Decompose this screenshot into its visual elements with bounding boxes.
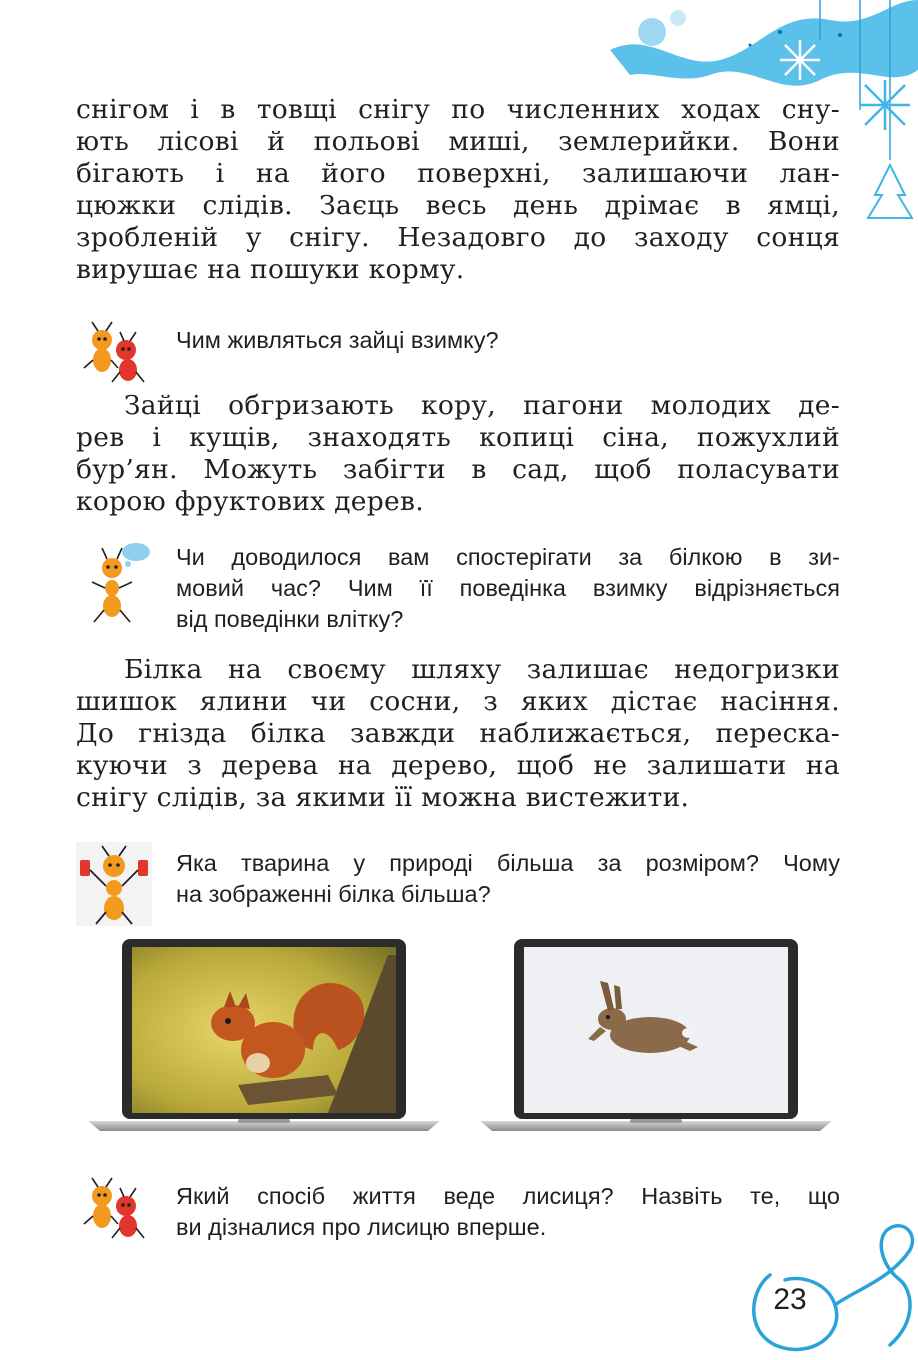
text-line: Білка на своєму шляху залишає недогризки: [124, 654, 840, 685]
page-number: 23: [773, 1283, 807, 1316]
text-line: вирушає на пошуки корму.: [76, 254, 465, 285]
body-paragraph: [76, 94, 840, 286]
text-line: бігають і на його поверхні, залишаючи лан-: [76, 158, 840, 189]
text-line: ють лісові й польові миші, землерийки. Вони: [76, 126, 840, 157]
question-line: ви дізналися про лисицю вперше.: [176, 1214, 547, 1240]
body-paragraph: [76, 390, 840, 518]
text-line: снігу слідів, за якими її можна вистежити.: [76, 782, 690, 813]
text-line: До гнізда білка завжди наближається, переска-: [76, 718, 840, 749]
question-line: Який спосіб життя веде лисиця? Назвіть те, що: [176, 1183, 840, 1209]
question-line: на зображенні білка більша?: [176, 881, 491, 907]
laptop-hare-image: [480, 935, 832, 1135]
question-line: мовий час? Чим її поведінка взимку відрізняється: [176, 575, 840, 601]
question-line: від поведінки влітку?: [176, 606, 404, 632]
question-text: [176, 325, 840, 356]
thinking-ant-icon: [86, 540, 154, 624]
text-line: бур’ян. Можуть забігти в сад, щоб поласувати: [76, 454, 840, 485]
text-line: зробленій у снігу. Незадовго до заходу сонця: [76, 222, 840, 253]
text-line: цюжки слідів. Заєць весь день дрімає в ямці,: [76, 190, 840, 221]
text-line: корою фруктових дерев.: [76, 486, 424, 517]
text-line: Зайці обгризають кору, пагони молодих де-: [124, 390, 840, 421]
text-line: снігом і в товщі снігу по численних ходах сну-: [76, 94, 840, 125]
text-line: куючи з дерева на дерево, щоб не залишати на: [76, 750, 840, 781]
question-text: [176, 542, 840, 635]
two-ants-icon: [80, 1176, 152, 1240]
body-paragraph: [76, 654, 840, 814]
question-line: Чим живляться зайці взимку?: [176, 327, 499, 353]
two-ants-icon: [80, 320, 152, 384]
question-text: [176, 848, 840, 910]
laptop-squirrel-image: [88, 935, 440, 1135]
question-line: Чи доводилося вам спостерігати за білкою в зи-: [176, 544, 840, 570]
question-line: Яка тварина у природі більша за розміром? Чому: [176, 850, 840, 876]
strong-ant-icon: [76, 842, 152, 926]
text-line: шишок ялини чи сосни, з яких дістає насіння.: [76, 686, 840, 717]
text-line: рев і кущів, знаходять копиці сіна, пожухлий: [76, 422, 840, 453]
